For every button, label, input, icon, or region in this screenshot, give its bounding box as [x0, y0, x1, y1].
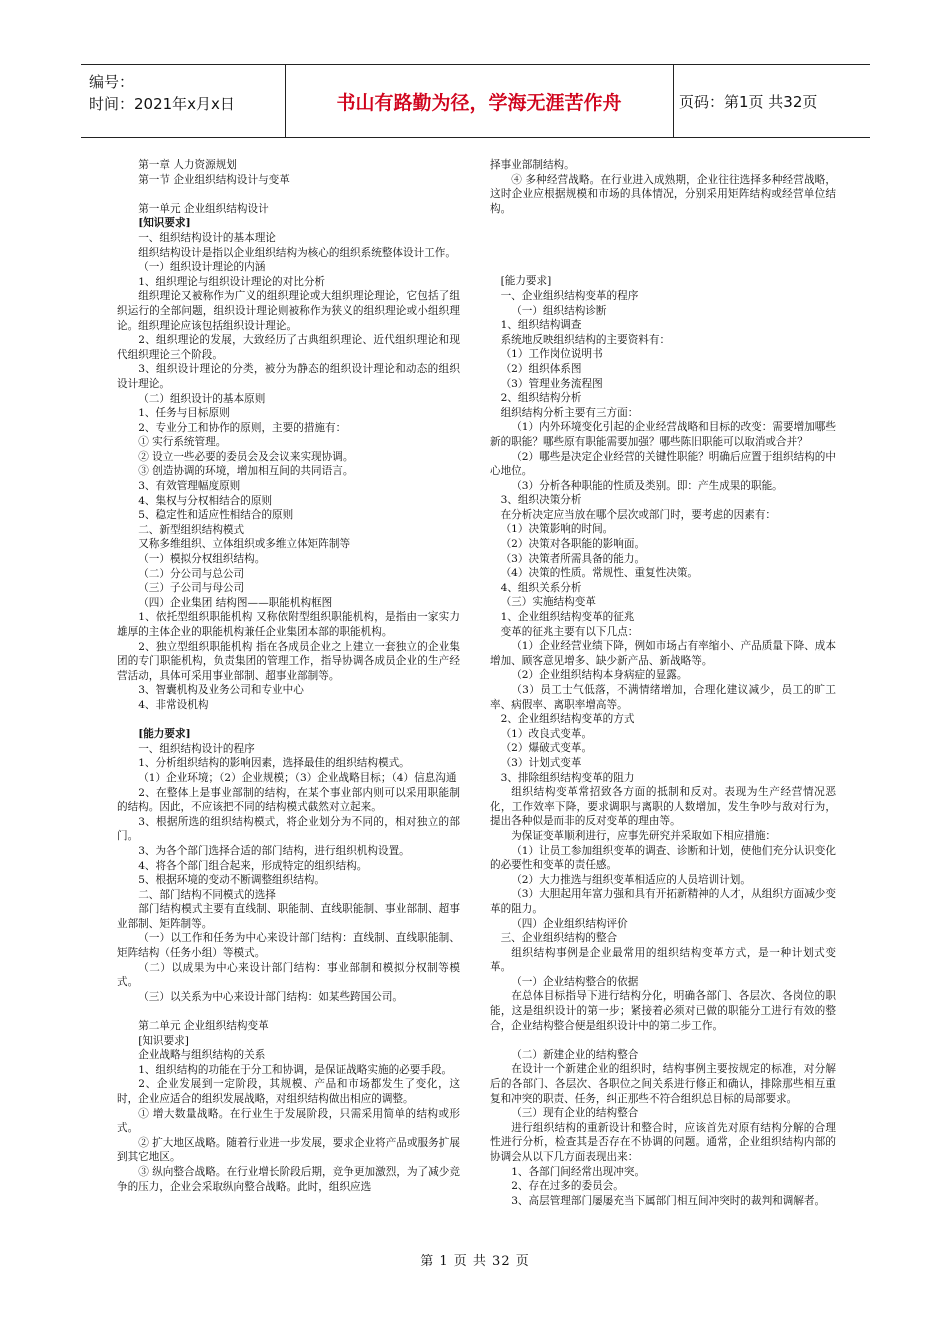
paragraph: 1、组织结构的功能在于分工和协调，是保证战略实施的必要手段。 — [138, 1063, 453, 1076]
paragraph: （一）组织设计理论的内涵 — [138, 261, 266, 274]
paragraph: （1）决策影响的时间。 — [500, 523, 614, 536]
paragraph: 2、在整体上是事业部制的结构，在某个事业部内则可以采用职能制的结构。因此，不应该把不同的结构模式截然对立起来。 — [117, 786, 460, 814]
paragraph: （3）计划式变革 — [500, 756, 582, 769]
paragraph: 1、任务与目标原则 — [138, 407, 230, 420]
paragraph: 3、高层管理部门屡屡充当下属部门相互间冲突时的裁判和调解者。 — [511, 1194, 826, 1207]
paragraph: 二、新型组织结构模式 — [138, 523, 245, 536]
paragraph: （三）子公司与母公司 — [138, 582, 245, 595]
paragraph: 3、智囊机构及业务公司和专业中心 — [138, 684, 304, 697]
paragraph: （3）大胆起用年富力强和具有开拓新精神的人才，从组织方面减少变革的阻力。 — [490, 888, 836, 915]
paragraph: 1、组织结构调查 — [500, 319, 582, 332]
paragraph: （1）企业经营业绩下降，例如市场占有率缩小、产品质量下降、成本增加、顾客意见增多、缺少新产品、新战略等。 — [490, 640, 836, 667]
paragraph: 1、依托型组织职能机构 又称依附型组织职能机构，是指由一家实力雄厚的主体企业的职能机构兼任企业集团本部的职能机构。 — [117, 611, 460, 638]
paragraph: 组织结构分析主要有三方面： — [500, 406, 639, 419]
paragraph: 又称多维组织、立体组织或多维立体矩阵制等 — [138, 538, 351, 551]
page-footer: 第 1 页 共 32 页 — [420, 1254, 530, 1269]
paragraph: ② 扩大地区战略。随着行业进一步发展，要求企业将产品或服务扩展到其它地区。 — [117, 1136, 460, 1164]
paragraph: 5、根据环境的变动不断调整组织结构。 — [138, 874, 326, 887]
paragraph: （三）现有企业的结构整合 — [511, 1107, 639, 1120]
paragraph: 组织结构变革常招致各方面的抵制和反对。表现为生产经营情况恶化，工作效率下降，要求调职与离职的人数增加，发生争吵与敌对行为，提出各种似是而非的反对变革的理由等。 — [490, 786, 836, 828]
paragraph: [能力要求] — [138, 728, 191, 741]
paragraph: 2、企业组织结构变革的方式 — [500, 713, 635, 726]
paragraph: 2、企业发展到一定阶段，其规模、产品和市场都发生了变化，这时，企业应适合的组织发展战略，对组织结构做出相应的调整。 — [117, 1078, 460, 1105]
paragraph: ② 设立一些必要的委员会及会议来实现协调。 — [138, 450, 354, 463]
paragraph: （二）组织设计的基本原则 — [138, 392, 266, 405]
paragraph: 企业战略与组织结构的关系 — [138, 1049, 266, 1062]
paragraph: 第一单元 企业组织结构设计 — [138, 202, 269, 215]
paragraph: 进行组织结构的重新设计和整合时，应该首先对原有结构分解的合理性进行分析，检查其是否存在不协调的问题。通常，企业组织结构内部的协调会从以下几方面表现出来： — [490, 1121, 836, 1163]
right-text-column — [490, 158, 836, 1208]
paragraph: 在总体目标指导下进行结构分化，明确各部门、各层次、各岗位的职能，这是组织设计的第一步；紧接着必须对已做的职能分工进行有效的整合，企业结构整合便是组织设计中的第二步工作。 — [490, 990, 836, 1032]
paragraph: 第一节 企业组织结构设计与变革 — [138, 173, 290, 186]
paragraph: 3、组织决策分析 — [500, 494, 582, 507]
header-meta — [89, 71, 285, 131]
left-text-column — [117, 158, 460, 1194]
paragraph: 3、为各个部门选择合适的部门结构，进行组织机构设置。 — [138, 844, 410, 857]
paragraph: 2、组织结构分析 — [500, 392, 582, 405]
paragraph: 4、组织关系分析 — [500, 581, 582, 594]
paragraph: （2）大力推选与组织变革相适应的人员培训计划。 — [511, 873, 751, 886]
paragraph: （3）员工士气低落，不满情绪增加，合理化建议减少，员工的旷工率、病假率、离职率增高等。 — [490, 684, 836, 711]
document-number-label: 编号： — [89, 73, 135, 91]
paragraph: 部门结构模式主要有直线制、职能制、直线职能制、事业部制、超事业部制、矩阵制等。 — [117, 903, 460, 930]
paragraph: （1）内外环境变化引起的企业经营战略和目标的改变：需要增加哪些新的职能？哪些原有职能需要加强？哪些陈旧职能可以取消或合并？ — [490, 421, 836, 448]
paragraph: ③ 纵向整合战略。在行业增长阶段后期，竞争更加激烈，为了减少竞争的压力，企业会采取纵向整合战略。此时，组织应选 — [117, 1165, 460, 1193]
paragraph: （3）决策者所需具备的能力。 — [500, 552, 646, 565]
paragraph: ③ 创造协调的环境，增加相互间的共同语言。 — [138, 465, 354, 478]
paragraph: 二、部门结构不同模式的选择 — [138, 888, 276, 901]
paragraph: 一、组织结构设计的程序 — [138, 742, 255, 755]
page-header — [81, 64, 870, 138]
paragraph: [知识要求] — [138, 217, 191, 230]
paragraph: 4、集权与分权相结合的原则 — [138, 494, 273, 507]
paragraph: [能力要求] — [500, 275, 552, 288]
paragraph: 3、根据所选的组织结构模式，将企业划分为不同的，相对独立的部门。 — [117, 815, 460, 843]
paragraph: 1、分析组织结构的影响因素，选择最佳的组织结构模式。 — [138, 757, 410, 770]
paragraph: 组织结构事例是企业最常用的组织结构变革方式，是一种计划式变革。 — [490, 946, 836, 974]
paragraph: 组织理论又被称作为广义的组织理论或大组织理论理论，它包括了组织运行的全部问题，组织设计理论则被称作为狭义的组织理论或小组织理论。组织理论应该包括组织设计理论。 — [117, 290, 460, 332]
paragraph: 一、组织结构设计的基本理论 — [138, 231, 276, 244]
paragraph: 1、组织理论与组织设计理论的对比分析 — [138, 275, 326, 288]
paragraph: （三）实施结构变革 — [500, 596, 596, 609]
paragraph: 2、独立型组织职能机构 指在各成员企业之上建立一套独立的企业集团的专门职能机构，负责集团的管理工作，指导协调各成员企业的生产经营活动，具体可采用事业部制、超事业部制等。 — [117, 640, 460, 682]
paragraph: （1）工作岗位说明书 — [500, 348, 603, 361]
paragraph: 3、组织设计理论的分类，被分为静态的组织设计理论和动态的组织设计理论。 — [117, 363, 460, 390]
paragraph: （2）组织体系图 — [500, 362, 582, 375]
paragraph: （1）让员工参加组织变革的调查、诊断和计划，使他们充分认识变化的必要性和变革的责任感。 — [490, 844, 836, 872]
header-page-number: 页码：第1页 共32页 — [679, 92, 818, 111]
paragraph: （1）改良式变革。 — [500, 727, 593, 740]
paragraph: （一）组织结构诊断 — [511, 304, 607, 317]
paragraph: 2、组织理论的发展，大致经历了古典组织理论、近代组织理论和现代组织理论三个阶段。 — [117, 334, 460, 361]
paragraph: （二）分公司与总公司 — [138, 567, 245, 580]
paragraph: 在分析决定应当放在哪个层次或部门时，要考虑的因素有： — [500, 508, 777, 521]
paragraph: （2）哪些是决定企业经营的关键性职能？明确后应置于组织结构的中心地位。 — [490, 450, 836, 478]
paragraph: ④ 多种经营战略。在行业进入成熟期，企业往往选择多种经营战略，这时企业应根据规模和市场的具体情况，分别采用矩阵结构或经营单位结构。 — [490, 173, 836, 215]
paragraph: 1、各部门间经常出现冲突。 — [511, 1165, 646, 1178]
paragraph: （二）以成果为中心来设计部门结构：事业部制和模拟分权制等模式。 — [117, 961, 460, 989]
paragraph: 5、稳定性和适应性相结合的原则 — [138, 509, 294, 522]
header-motto: 书山有路勤为径，学海无涯苦作舟 — [336, 91, 622, 114]
paragraph: 第一章 人力资源规划 — [138, 159, 237, 171]
paragraph: 第二单元 企业组织结构变革 — [138, 1020, 269, 1033]
paragraph: （2）企业组织结构本身病症的显露。 — [511, 669, 688, 682]
paragraph: （4）决策的性质。常规性、重复性决策。 — [500, 567, 699, 580]
paragraph: （二）新建企业的结构整合 — [511, 1048, 639, 1061]
paragraph: 4、非常设机构 — [138, 698, 209, 711]
paragraph: 2、存在过多的委员会。 — [511, 1180, 624, 1193]
paragraph: [知识要求] — [138, 1034, 189, 1047]
paragraph: ① 实行系统管理。 — [138, 436, 227, 449]
paragraph: （一）模拟分权组织结构。 — [138, 553, 266, 566]
paragraph: 4、将各个部门组合起来，形成特定的组织结构。 — [138, 859, 368, 872]
paragraph: 3、有效管理幅度原则 — [138, 480, 241, 493]
paragraph: （一）企业结构整合的依据 — [511, 975, 639, 988]
paragraph: （3）管理业务流程图 — [500, 377, 603, 390]
paragraph: 变革的征兆主要有以下几点： — [500, 625, 639, 638]
paragraph: ① 增大数量战略。在行业生于发展阶段，只需采用简单的结构或形式。 — [117, 1107, 460, 1135]
paragraph: （3）分析各种职能的性质及类别。即：产生成果的职能。 — [511, 479, 783, 492]
paragraph: （2）爆破式变革。 — [500, 742, 593, 755]
paragraph: （2）决策对各职能的影响面。 — [500, 538, 646, 551]
paragraph: 系统地反映组织结构的主要资料有： — [500, 333, 671, 346]
paragraph: 组织结构设计是指以企业组织结构为核心的组织系统整体设计工作。 — [138, 246, 456, 259]
paragraph: 一、企业组织结构变革的程序 — [500, 289, 639, 302]
paragraph: 3、排除组织结构变革的阻力 — [500, 771, 635, 784]
paragraph: （三）以关系为中心来设计部门结构：如某些跨国公司。 — [138, 990, 404, 1003]
paragraph: 三、企业组织结构的整合 — [500, 932, 618, 945]
paragraph: （四）企业组织结构评价 — [511, 917, 628, 930]
header-divider-left — [285, 65, 286, 137]
paragraph: 择事业部制结构。 — [490, 159, 575, 171]
paragraph: （1）企业环境；（2）企业规模；（3）企业战略目标；（4）信息沟通 — [138, 771, 457, 784]
paragraph: 在设计一个新建企业的组织时，结构事例主要按规定的标准，对分解后的各部门、各层次、各职位之间关系进行修正和确认，排除那些相互重复和冲突的职责、任务，纠正那些不符合组织总目标的局部要求。 — [490, 1063, 836, 1105]
paragraph: （四）企业集团 结构图——职能机构框图 — [138, 596, 333, 609]
paragraph: 为保证变革顺利进行，应事先研究并采取如下相应措施： — [511, 829, 777, 842]
paragraph: （一）以工作和任务为中心来设计部门结构：直线制、直线职能制、矩阵结构（任务小组）等模式。 — [117, 932, 460, 960]
document-time-label: 时间：2021年x月x日 — [89, 95, 235, 113]
paragraph: 1、企业组织结构变革的征兆 — [500, 611, 635, 624]
paragraph: 2、专业分工和协作的原则，主要的措施有： — [138, 421, 347, 434]
